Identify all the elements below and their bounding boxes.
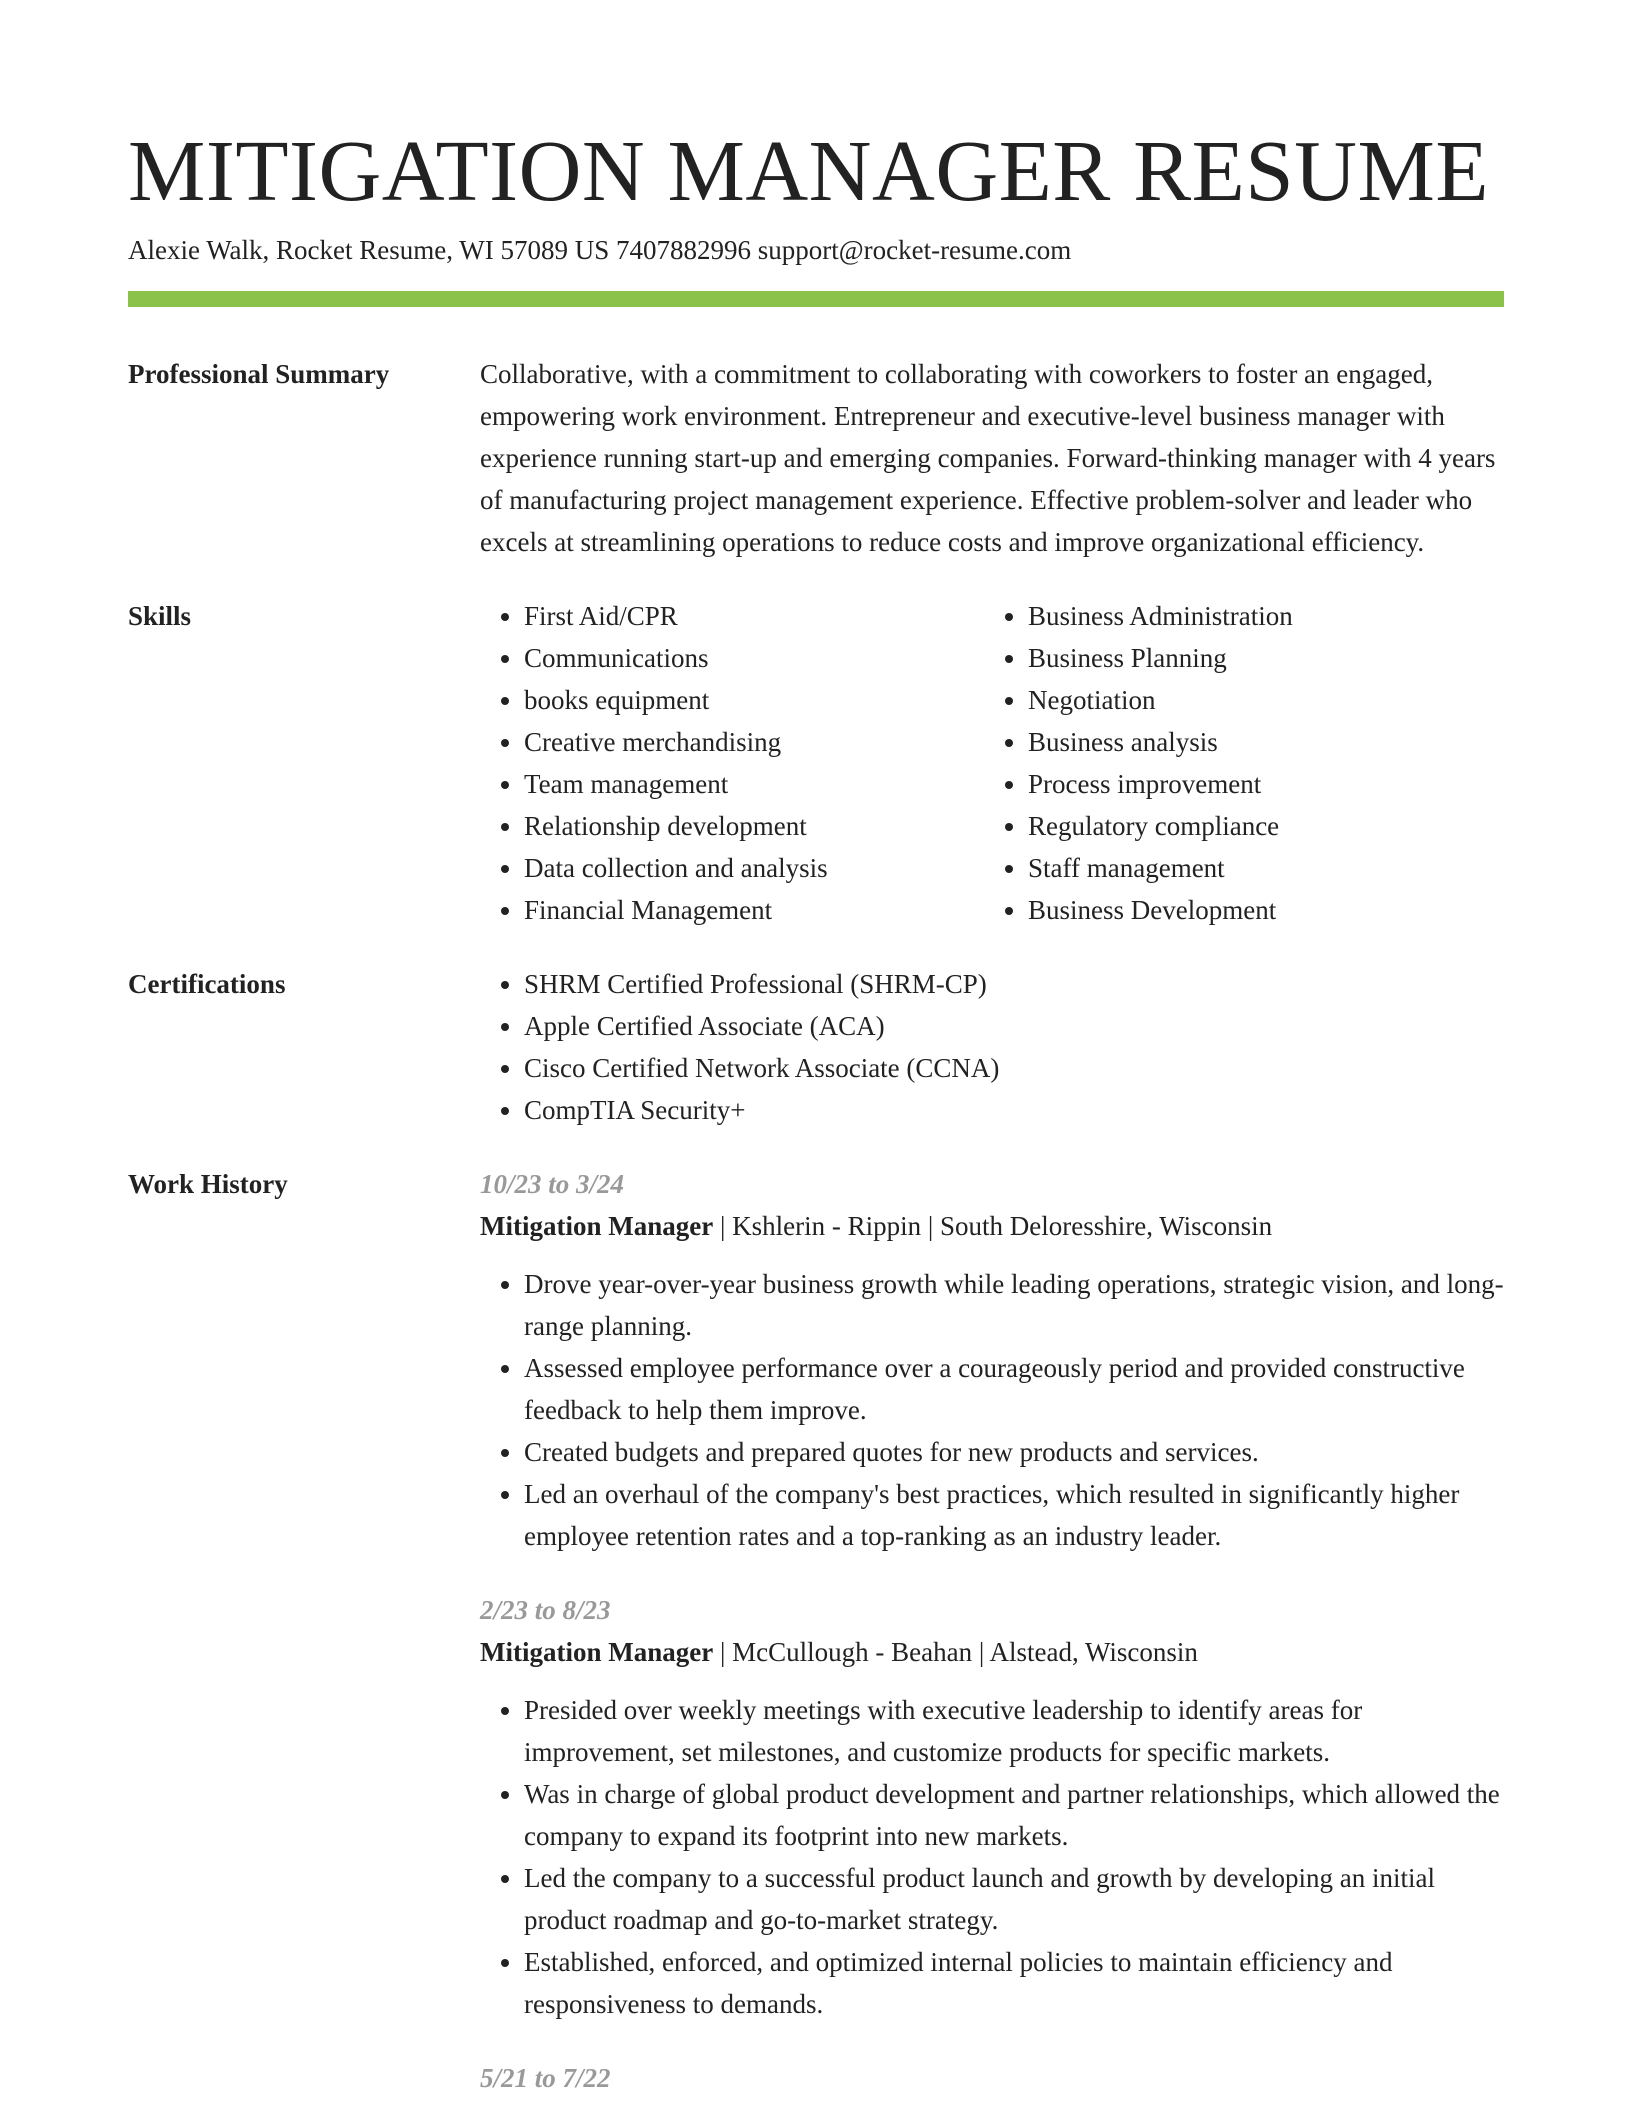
resume-page (128, 0, 1504, 2099)
skill-item: • Process improvement (1028, 763, 1488, 805)
job-entry (480, 1589, 1504, 2025)
job-bullet: • Created budgets and prepared quotes for new products and services. (524, 1431, 1504, 1473)
certification-item: • SHRM Certified Professional (SHRM-CP) (524, 963, 1504, 1005)
skill-item: • Business Administration (1028, 595, 1488, 637)
job-bullets (480, 1689, 1504, 2025)
contact-line: Alexie Walk, Rocket Resume, WI 57089 US 7407882996 support@rocket-resume.com (128, 235, 1072, 265)
skill-item: • Business Planning (1028, 637, 1488, 679)
certification-item: • CompTIA Security+ (524, 1089, 1504, 1131)
skills-list-right (984, 595, 1488, 931)
skills-content (480, 595, 1504, 931)
skill-item: • Financial Management (524, 889, 984, 931)
work-history-section (128, 1163, 1504, 2099)
job-title: Mitigation Manager (480, 1637, 714, 1667)
certifications-label: Certifications (128, 969, 286, 999)
skill-item: • Regulatory compliance (1028, 805, 1488, 847)
skills-label: Skills (128, 601, 192, 631)
work-history-content (480, 1163, 1504, 2099)
skill-item: • Business Development (1028, 889, 1488, 931)
skill-item: • Staff management (1028, 847, 1488, 889)
work-history-label: Work History (128, 1169, 288, 1199)
certifications-section (128, 963, 1504, 1131)
certification-item: • Cisco Certified Network Associate (CCNA) (524, 1047, 1504, 1089)
skill-item: • Creative merchandising (524, 721, 984, 763)
job-bullet: • Was in charge of global product development and partner relationships, which allowed the company to expand its footprint into new markets. (524, 1773, 1504, 1857)
certifications-content (480, 963, 1504, 1131)
header-divider (128, 291, 1504, 307)
certification-item: • Apple Certified Associate (ACA) (524, 1005, 1504, 1047)
job-heading (480, 1205, 1504, 1247)
skill-item: • First Aid/CPR (524, 595, 984, 637)
job-bullet: • Drove year-over-year business growth while leading operations, strategic vision, and long-range planning. (524, 1263, 1504, 1347)
certifications-list (480, 963, 1504, 1131)
skill-item: • Negotiation (1028, 679, 1488, 721)
summary-content (480, 353, 1504, 563)
job-bullets (480, 1263, 1504, 1557)
job-heading (480, 1631, 1504, 1673)
job-bullet: • Presided over weekly meetings with executive leadership to identify areas for improvement, set milestones, and customize products for specific markets. (524, 1689, 1504, 1773)
skill-item: • Data collection and analysis (524, 847, 984, 889)
job-bullet: • Led the company to a successful product launch and growth by developing an initial product roadmap and go-to-market strategy. (524, 1857, 1504, 1941)
skill-item: • Communications (524, 637, 984, 679)
job-bullet: • Led an overhaul of the company's best practices, which resulted in significantly higher employee retention rates and a top-ranking as an industry leader. (524, 1473, 1504, 1557)
job-bullet: • Assessed employee performance over a courageously period and provided constructive feedback to help them improve. (524, 1347, 1504, 1431)
skill-item: • Team management (524, 763, 984, 805)
job-dates: 10/23 to 3/24 (480, 1169, 625, 1199)
job-entry (480, 2057, 1504, 2099)
summary-text: Collaborative, with a commitment to collaborating with coworkers to foster an engaged, empowering work environment. Entrepreneur and executive-level business manager with experience running start-up and emerging companies. Forward-thinking manager with 4 years of manufacturing project management experience. Effective problem-solver and leader who excels at streamlining operations to reduce costs and improve organizational efficiency. (480, 359, 1496, 557)
skill-item: • Business analysis (1028, 721, 1488, 763)
skill-item: • Relationship development (524, 805, 984, 847)
job-title: Mitigation Manager (480, 1211, 714, 1241)
skills-list-left (480, 595, 984, 931)
summary-label: Professional Summary (128, 359, 390, 389)
job-bullet: • Established, enforced, and optimized internal policies to maintain efficiency and responsiveness to demands. (524, 1941, 1504, 2025)
skills-section (128, 595, 1504, 931)
resume-title: MITIGATION MANAGER RESUME (128, 122, 1489, 219)
job-dates: 2/23 to 8/23 (480, 1595, 611, 1625)
summary-section (128, 353, 1504, 563)
job-details: | Kshlerin - Rippin | South Deloresshire, Wisconsin (713, 1211, 1273, 1241)
job-entry (480, 1163, 1504, 1557)
job-dates: 5/21 to 7/22 (480, 2063, 611, 2093)
skill-item: • books equipment (524, 679, 984, 721)
job-details: | McCullough - Beahan | Alstead, Wisconsin (713, 1637, 1198, 1667)
